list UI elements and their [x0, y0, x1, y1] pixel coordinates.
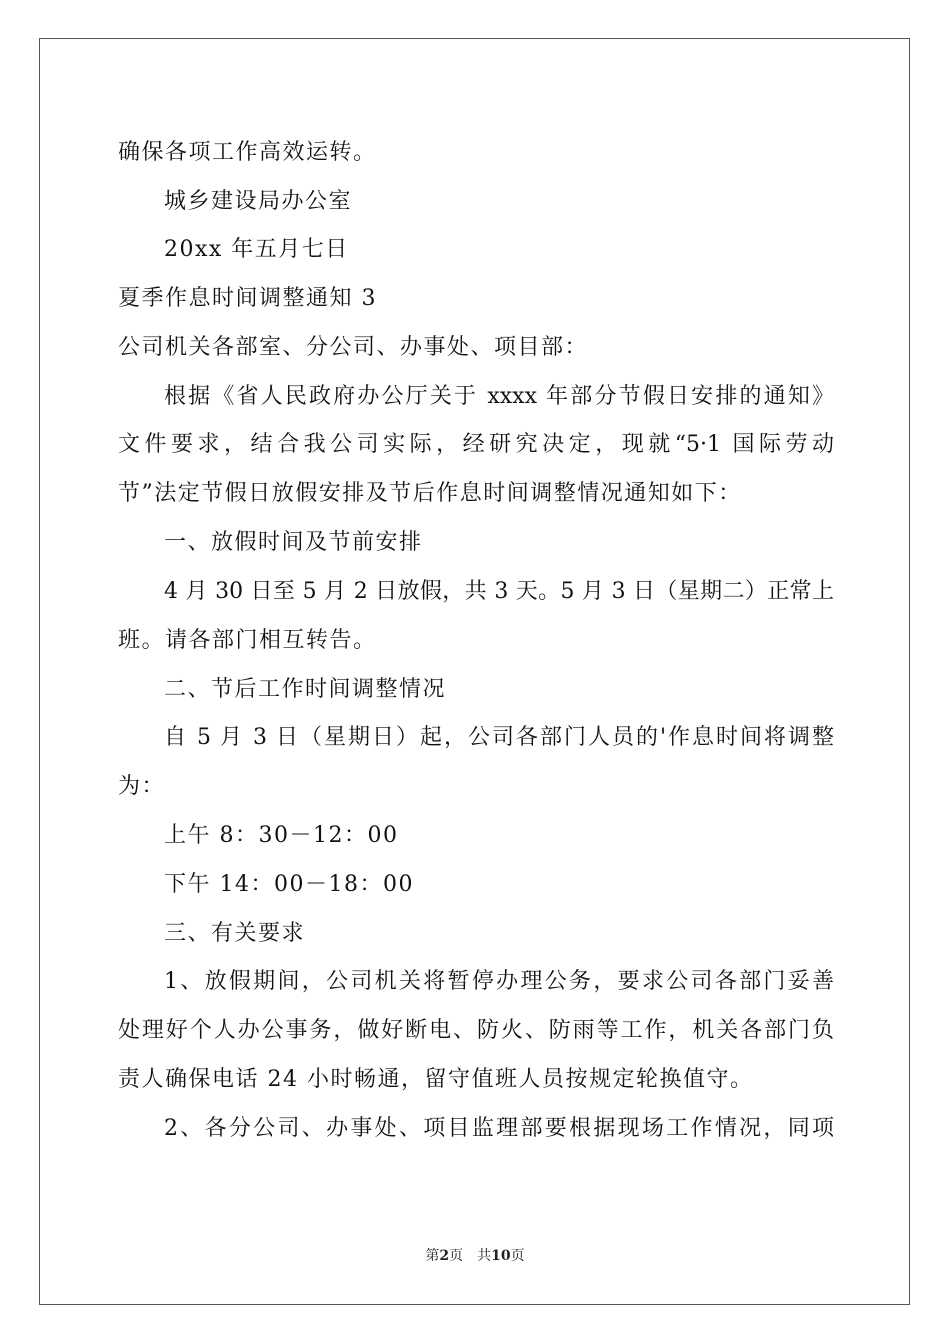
- page-footer: [0, 1247, 950, 1265]
- recipients-line: 公司机关各部室、分公司、办事处、项目部：: [118, 335, 589, 360]
- current-page-number: 2: [439, 1248, 450, 1264]
- notice-title: 夏季作息时间调整通知 3: [118, 286, 377, 311]
- footer-suffix: 页: [510, 1248, 525, 1264]
- paragraph-line: 1、放假期间，公司机关将暂停办理公务，要求公司各部门妥善: [164, 969, 834, 994]
- afternoon-hours: 下午 14：00－18：00: [164, 872, 414, 897]
- paragraph-line: 处理好个人办公事务，做好断电、防火、防雨等工作，机关各部门负: [118, 1018, 834, 1043]
- paragraph-line: 4 月 30 日至 5 月 2 日放假，共 3 天。5 月 3 日（星期二）正常上: [164, 579, 834, 604]
- section-heading-3: 三、有关要求: [164, 921, 306, 946]
- paragraph-line: 自 5 月 3 日（星期日）起，公司各部门人员的'作息时间将调整: [164, 725, 834, 750]
- paragraph-line: 班。请各部门相互转告。: [118, 628, 377, 653]
- section-heading-2: 二、节后工作时间调整情况: [164, 677, 447, 702]
- issue-date: 20xx 年五月七日: [164, 237, 349, 262]
- paragraph-line: 为：: [118, 774, 166, 799]
- paragraph-line: 2、各分公司、办事处、项目监理部要根据现场工作情况，同项: [164, 1116, 834, 1141]
- paragraph-line: 根据《省人民政府办公厅关于 xxxx 年部分节假日安排的通知》: [164, 384, 834, 409]
- footer-middle: 页 共: [449, 1248, 492, 1264]
- paragraph-line: 责人确保电话 24 小时畅通，留守值班人员按规定轮换值守。: [118, 1067, 754, 1092]
- sender-name: 城乡建设局办公室: [164, 189, 353, 214]
- morning-hours: 上午 8：30－12：00: [164, 823, 399, 848]
- section-heading-1: 一、放假时间及节前安排: [164, 530, 423, 555]
- footer-prefix: 第: [425, 1248, 440, 1264]
- paragraph-line: 文件要求，结合我公司实际，经研究决定，现就“5·1 国际劳动: [118, 432, 834, 457]
- paragraph-line: 确保各项工作高效运转。: [118, 140, 377, 165]
- paragraph-line: 节”法定节假日放假安排及节后作息时间调整情况通知如下：: [118, 481, 742, 506]
- total-page-count: 10: [491, 1248, 511, 1264]
